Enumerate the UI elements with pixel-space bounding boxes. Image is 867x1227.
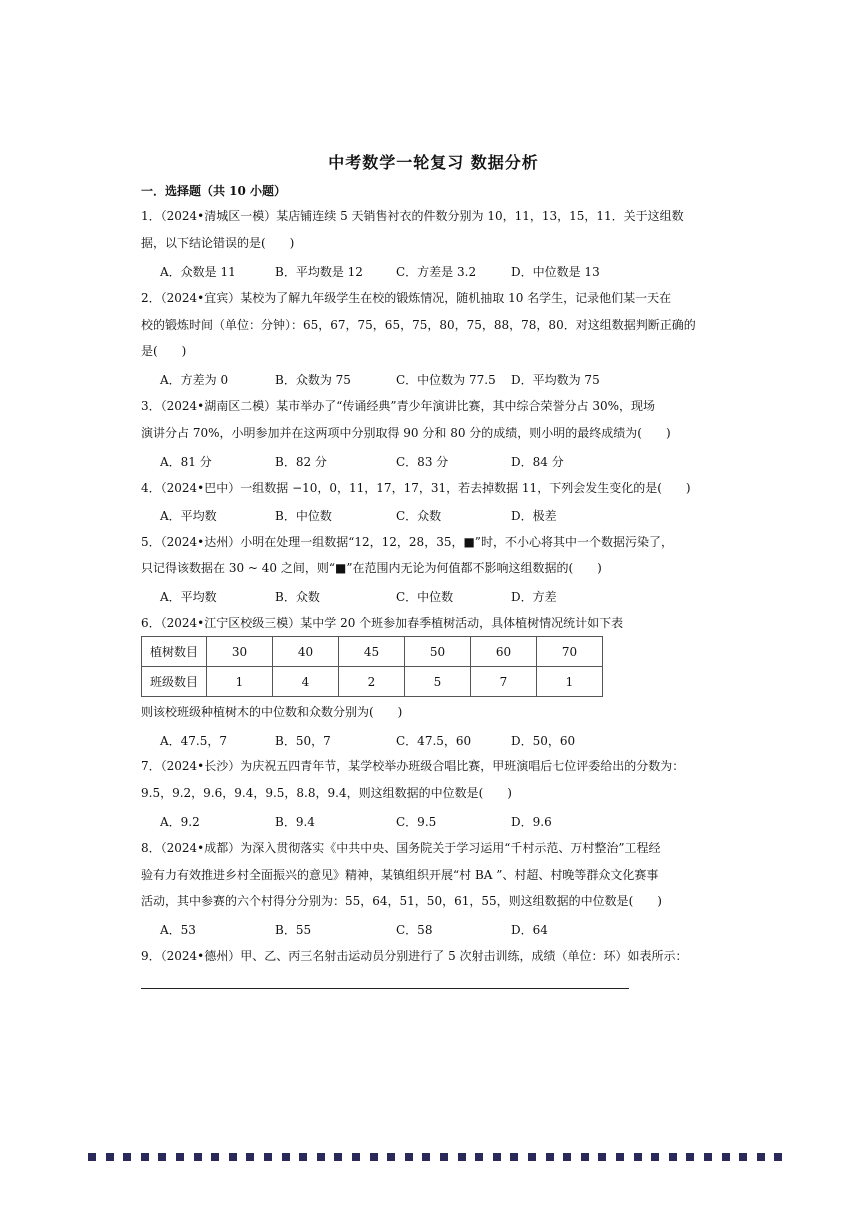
table-cell: 7 — [471, 667, 537, 697]
table-cell: 1 — [207, 667, 273, 697]
q2-option-b: B．众数为 75 — [275, 373, 351, 387]
q5-line-1: 5．（2024•达州）小明在处理一组数据“12，12，28，35，■”时，不小心将其中一个数据污染了， — [141, 535, 673, 549]
table-cell: 4 — [273, 667, 339, 697]
q1-option-b: B．平均数是 12 — [275, 265, 363, 279]
table-row-header: 班级数目 — [142, 667, 207, 697]
q6-line-2: 则该校班级种植树木的中位数和众数分别为( ) — [141, 705, 403, 719]
q7-option-a: A．9.2 — [160, 815, 200, 829]
border-dot — [581, 1153, 589, 1161]
border-dot — [387, 1153, 395, 1161]
q8-line-1: 8．（2024•成都）为深入贯彻落实《中共中央、国务院关于学习运用“千村示范、万村整治”工程经 — [141, 841, 661, 855]
q5-line-2: 只记得该数据在 30 ~ 40 之间，则“■”在范围内无论为何值都不影响这组数据的( ) — [141, 561, 602, 575]
border-dot — [510, 1153, 518, 1161]
border-dot — [229, 1153, 237, 1161]
border-dot — [317, 1153, 325, 1161]
q4-option-a: A．平均数 — [160, 509, 217, 523]
border-dot — [458, 1153, 466, 1161]
q7-option-c: C．9.5 — [396, 815, 437, 829]
q6-option-c: C．47.5，60 — [396, 734, 472, 748]
border-dot — [422, 1153, 430, 1161]
border-dot — [669, 1153, 677, 1161]
border-dot — [634, 1153, 642, 1161]
q5-option-d: D．方差 — [511, 590, 557, 604]
q1-line-1: 1．（2024•清城区一模）某店铺连续 5 天销售衬衣的件数分别为 10，11，13，15，11．关于这组数 — [141, 209, 684, 223]
table-cell: 30 — [207, 637, 273, 667]
q3-option-a: A．81 分 — [160, 455, 212, 469]
q4-option-b: B．中位数 — [275, 509, 332, 523]
q4-line-1: 4．（2024•巴中）一组数据 −10，0，11，17，17，31，若去掉数据 11，下列会发生变化的是( ) — [141, 481, 691, 495]
table-cell: 70 — [537, 637, 603, 667]
border-dot — [598, 1153, 606, 1161]
table-cell: 60 — [471, 637, 537, 667]
q3-option-d: D．84 分 — [511, 455, 564, 469]
border-dot — [493, 1153, 501, 1161]
q4-option-d: D．极差 — [511, 509, 557, 523]
q8-option-b: B．55 — [275, 923, 312, 937]
border-dot — [106, 1153, 114, 1161]
border-dot — [475, 1153, 483, 1161]
border-dot — [651, 1153, 659, 1161]
q7-line-1: 7．（2024•长沙）为庆祝五四青年节，某学校举办班级合唱比赛，甲班演唱后七位评委给出的分数为： — [141, 759, 685, 773]
border-dot — [282, 1153, 290, 1161]
border-dot — [123, 1153, 131, 1161]
border-dot — [546, 1153, 554, 1161]
table-cell: 45 — [339, 637, 405, 667]
border-dot — [176, 1153, 184, 1161]
q5-option-c: C．中位数 — [396, 590, 454, 604]
q8-option-c: C．58 — [396, 923, 433, 937]
q6-option-d: D．50，60 — [511, 734, 576, 748]
border-dot — [440, 1153, 448, 1161]
q3-option-b: B．82 分 — [275, 455, 327, 469]
q7-option-d: D．9.6 — [511, 815, 552, 829]
border-dot — [686, 1153, 694, 1161]
border-dot — [757, 1153, 765, 1161]
border-dot — [246, 1153, 254, 1161]
border-dot — [352, 1153, 360, 1161]
q6-line-1: 6．（2024•江宁区校级三模）某中学 20 个班参加春季植树活动，具体植树情况统计如下表 — [141, 616, 624, 630]
table-row-header: 植树数目 — [142, 637, 207, 667]
q2-option-a: A．方差为 0 — [160, 373, 229, 387]
q1-option-c: C．方差是 3.2 — [396, 265, 477, 279]
q9-line-1: 9．（2024•德州）甲、乙、丙三名射击运动员分别进行了 5 次射击训练，成绩（单位：环）如表所示： — [141, 949, 688, 963]
dotted-border — [88, 1153, 782, 1163]
q8-line-2: 验有力有效推进乡村全面振兴的意见》精神，某镇组织开展“村 BA ”、村超、村晚等群众文化赛事 — [141, 868, 659, 882]
q8-line-3: 活动，其中参赛的六个村得分分别为：55，64，51，50，61，55，则这组数据的中位数是( ) — [141, 894, 662, 908]
q1-option-a: A．众数是 11 — [160, 265, 236, 279]
border-dot — [264, 1153, 272, 1161]
q4-option-c: C．众数 — [396, 509, 442, 523]
border-dot — [704, 1153, 712, 1161]
q1-line-2: 据，以下结论错误的是( ) — [141, 236, 295, 250]
q6-option-b: B．50，7 — [275, 734, 331, 748]
table-cell: 2 — [339, 667, 405, 697]
border-dot — [563, 1153, 571, 1161]
q1-option-d: D．中位数是 13 — [511, 265, 600, 279]
border-dot — [405, 1153, 413, 1161]
q2-option-c: C．中位数为 77.5 — [396, 373, 496, 387]
q3-line-1: 3．（2024•湖南区二模）某市举办了“传诵经典”青少年演讲比赛，其中综合荣誉分占 30%，现场 — [141, 399, 656, 413]
border-dot — [739, 1153, 747, 1161]
q3-line-2: 演讲分占 70%，小明参加并在这两项中分别取得 90 分和 80 分的成绩，则小明的最终成绩为( ) — [141, 426, 671, 440]
border-dot — [370, 1153, 378, 1161]
border-dot — [88, 1153, 96, 1161]
q2-line-1: 2．（2024•宜宾）某校为了解九年级学生在校的锻炼情况，随机抽取 10 名学生，记录他们某一天在 — [141, 291, 672, 305]
q8-option-a: A．53 — [160, 923, 196, 937]
tree-count-table — [141, 636, 603, 697]
table-row — [142, 667, 603, 697]
border-dot — [211, 1153, 219, 1161]
table-cell: 40 — [273, 637, 339, 667]
q2-option-d: D．平均数为 75 — [511, 373, 600, 387]
q2-line-3: 是( ) — [141, 344, 187, 358]
table-cell: 1 — [537, 667, 603, 697]
q6-option-a: A．47.5，7 — [160, 734, 228, 748]
border-dot — [194, 1153, 202, 1161]
page-title: 中考数学一轮复习 数据分析 — [328, 153, 539, 172]
border-dot — [774, 1153, 782, 1161]
q8-option-d: D．64 — [511, 923, 548, 937]
divider-line — [141, 988, 629, 989]
q7-line-2: 9.5，9.2，9.6，9.4，9.5，8.8，9.4，则这组数据的中位数是( ) — [141, 786, 512, 800]
q5-option-a: A．平均数 — [160, 590, 217, 604]
q7-option-b: B．9.4 — [275, 815, 315, 829]
border-dot — [141, 1153, 149, 1161]
q5-option-b: B．众数 — [275, 590, 320, 604]
q2-line-2: 校的锻炼时间（单位：分钟）：65，67，75，65，75，80，75，88，78，80．对这组数据判断正确的 — [141, 318, 696, 332]
table-cell: 50 — [405, 637, 471, 667]
border-dot — [616, 1153, 624, 1161]
border-dot — [722, 1153, 730, 1161]
section-heading: 一．选择题（共 10 小题） — [141, 184, 287, 198]
table-row — [142, 637, 603, 667]
border-dot — [334, 1153, 342, 1161]
q3-option-c: C．83 分 — [396, 455, 449, 469]
border-dot — [528, 1153, 536, 1161]
border-dot — [299, 1153, 307, 1161]
table-cell: 5 — [405, 667, 471, 697]
border-dot — [158, 1153, 166, 1161]
